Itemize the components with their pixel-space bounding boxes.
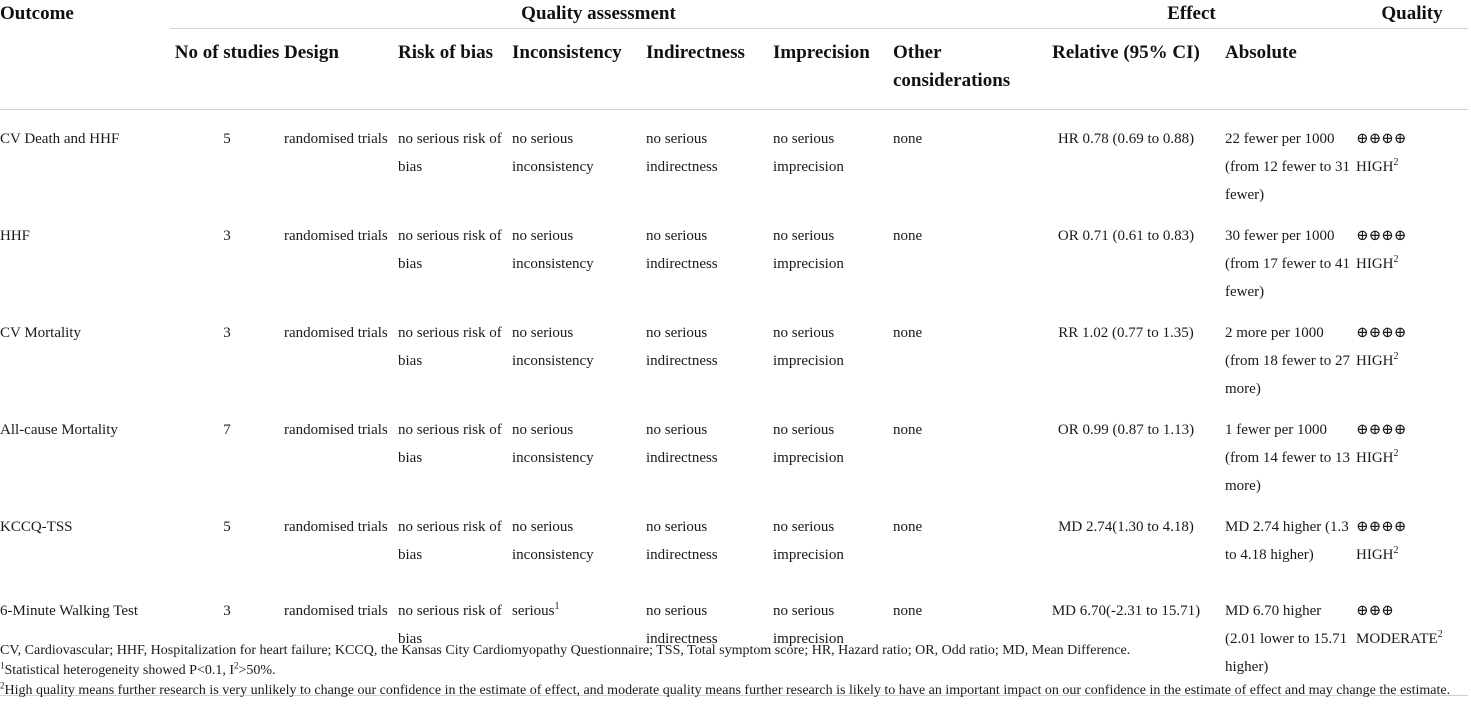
cell-studies-text: 3	[223, 325, 231, 341]
cell-studies	[170, 403, 284, 500]
table-row	[0, 110, 1468, 210]
quality-footnote-marker: 2	[1393, 157, 1399, 168]
quality-footnote-marker: 2	[1393, 545, 1399, 556]
cell-indirectness-text: no serious indirectness	[646, 519, 718, 563]
cell-absolute-text: MD 6.70 higher (2.01 lower to 15.71 higher)	[1225, 603, 1348, 675]
cell-absolute	[1225, 500, 1356, 584]
cell-risk-of-bias	[398, 110, 512, 210]
cell-inconsistency	[512, 500, 646, 584]
cell-indirectness-text: no serious indirectness	[646, 603, 718, 647]
cell-design-text: randomised trials	[284, 325, 388, 341]
quality-footnote-marker: 2	[1393, 254, 1399, 265]
cell-absolute-text: 1 fewer per 1000 (from 14 fewer to 13 more)	[1225, 422, 1350, 494]
cell-indirectness-text: no serious indirectness	[646, 325, 718, 369]
cell-design-text: randomised trials	[284, 422, 388, 438]
footnote-1-text-b: >50%.	[238, 663, 276, 678]
cell-imprecision-text: no serious imprecision	[773, 131, 844, 175]
cell-risk-of-bias-text: no serious risk of bias	[398, 228, 502, 272]
cell-outcome	[0, 306, 170, 403]
cell-relative-text: RR 1.02 (0.77 to 1.35)	[1058, 325, 1194, 341]
header-quality: Quality	[1356, 0, 1468, 29]
cell-risk-of-bias-text: no serious risk of bias	[398, 422, 502, 466]
table-row	[0, 403, 1468, 500]
cell-indirectness	[646, 500, 773, 584]
cell-outcome	[0, 500, 170, 584]
header-indirectness: Indirectness	[646, 42, 745, 63]
cell-absolute	[1225, 209, 1356, 306]
quality-symbols: ⊕⊕⊕	[1356, 603, 1394, 619]
footnote-2	[0, 681, 1468, 701]
quality-symbols: ⊕⊕⊕⊕	[1356, 325, 1407, 341]
cell-risk-of-bias	[398, 403, 512, 500]
header-quality-spacer	[1356, 29, 1468, 110]
cell-other-considerations	[893, 500, 1027, 584]
cell-studies	[170, 110, 284, 210]
cell-inconsistency-text: no serious inconsistency	[512, 422, 594, 466]
cell-design	[284, 500, 398, 584]
cell-risk-of-bias	[398, 209, 512, 306]
cell-inconsistency	[512, 110, 646, 210]
quality-rating	[1356, 347, 1468, 375]
cell-imprecision-text: no serious imprecision	[773, 422, 844, 466]
quality-symbols: ⊕⊕⊕⊕	[1356, 519, 1407, 535]
cell-other-considerations	[893, 110, 1027, 210]
cell-absolute-text: 2 more per 1000 (from 18 fewer to 27 more)	[1225, 325, 1350, 397]
quality-footnote-marker: 2	[1437, 629, 1443, 640]
cell-relative-text: HR 0.78 (0.69 to 0.88)	[1057, 131, 1195, 147]
cell-design-text: randomised trials	[284, 131, 388, 147]
cell-imprecision	[773, 209, 893, 306]
cell-design	[284, 209, 398, 306]
quality-rating-label: HIGH	[1356, 450, 1394, 466]
footnote-abbreviations: CV, Cardiovascular; HHF, Hospitalization for heart failure; KCCQ, the Kansas City Cardiomyopathy Questionnaire; TSS, Total symptom score; HR, Hazard ratio; OR, Odd ratio; MD, Mean Difference.	[0, 643, 1131, 658]
cell-studies	[170, 500, 284, 584]
cell-relative-text: OR 0.71 (0.61 to 0.83)	[1057, 228, 1195, 244]
quality-rating	[1356, 250, 1468, 278]
cell-absolute	[1225, 403, 1356, 500]
quality-footnote-marker: 2	[1393, 448, 1399, 459]
cell-imprecision	[773, 306, 893, 403]
cell-outcome-text: KCCQ-TSS	[0, 519, 73, 535]
cell-inconsistency-text: serious	[512, 603, 555, 619]
cell-imprecision	[773, 403, 893, 500]
cell-studies-text: 5	[223, 519, 231, 535]
header-quality-assessment: Quality assessment	[170, 0, 1027, 29]
header-group-row	[0, 0, 1468, 29]
cell-indirectness	[646, 110, 773, 210]
cell-indirectness-text: no serious indirectness	[646, 228, 718, 272]
cell-inconsistency	[512, 403, 646, 500]
cell-inconsistency-footnote-marker: 1	[554, 601, 560, 612]
header-effect: Effect	[1027, 0, 1356, 29]
cell-design	[284, 110, 398, 210]
footnote-2-text: High quality means further research is very unlikely to change our confidence in the estimate of effect, and moderate quality means further research is likely to have an important impact on our confidence in the estimate of effect and may change the estimate.	[4, 683, 1451, 698]
cell-outcome-text: HHF	[0, 228, 31, 244]
cell-other-considerations	[893, 209, 1027, 306]
header-design: Design	[284, 42, 339, 63]
table-row	[0, 209, 1468, 306]
quality-footnote-marker: 2	[1393, 351, 1399, 362]
table-row	[0, 306, 1468, 403]
quality-rating-label: HIGH	[1356, 159, 1394, 175]
header-column-row	[0, 29, 1468, 110]
cell-other-considerations-text: none	[893, 228, 923, 244]
footnote-1-text-sup: 2	[234, 660, 239, 671]
cell-quality	[1356, 110, 1468, 210]
header-inconsistency: Inconsistency	[512, 42, 622, 63]
cell-quality	[1356, 306, 1468, 403]
quality-symbols: ⊕⊕⊕⊕	[1356, 422, 1407, 438]
cell-other-considerations-text: none	[893, 131, 923, 147]
cell-outcome-text: CV Mortality	[0, 325, 81, 341]
cell-outcome	[0, 209, 170, 306]
cell-quality	[1356, 209, 1468, 306]
cell-inconsistency	[512, 209, 646, 306]
header-risk-of-bias: Risk of bias	[398, 42, 494, 63]
cell-absolute-text: 30 fewer per 1000 (from 17 fewer to 41 fewer)	[1225, 228, 1350, 300]
quality-rating-label: MODERATE	[1356, 631, 1438, 647]
cell-studies-text: 3	[223, 228, 231, 244]
cell-studies	[170, 209, 284, 306]
cell-imprecision-text: no serious imprecision	[773, 519, 844, 563]
quality-rating	[1356, 153, 1468, 181]
cell-outcome	[0, 110, 170, 210]
cell-absolute-text: MD 2.74 higher (1.3 to 4.18 higher)	[1225, 519, 1349, 563]
cell-other-considerations	[893, 306, 1027, 403]
cell-design	[284, 306, 398, 403]
cell-inconsistency-text: no serious inconsistency	[512, 519, 594, 563]
cell-inconsistency-text: no serious inconsistency	[512, 325, 594, 369]
cell-relative-text: MD 6.70(-2.31 to 15.71)	[1051, 603, 1201, 619]
cell-relative-text: OR 0.99 (0.87 to 1.13)	[1057, 422, 1195, 438]
header-relative: Relative (95% CI)	[1052, 42, 1200, 63]
header-no-of-studies: No of studies	[174, 42, 280, 63]
cell-imprecision-text: no serious imprecision	[773, 228, 844, 272]
cell-other-considerations-text: none	[893, 325, 923, 341]
cell-other-considerations-text: none	[893, 519, 923, 535]
quality-symbols: ⊕⊕⊕⊕	[1356, 131, 1407, 147]
cell-design	[284, 403, 398, 500]
cell-risk-of-bias-text: no serious risk of bias	[398, 519, 502, 563]
cell-absolute-text: 22 fewer per 1000 (from 12 fewer to 31 fewer)	[1225, 131, 1350, 203]
cell-other-considerations	[893, 403, 1027, 500]
cell-imprecision-text: no serious imprecision	[773, 325, 844, 369]
header-other-considerations: Other considerations	[893, 42, 1011, 91]
cell-outcome-text: CV Death and HHF	[0, 131, 120, 147]
cell-design-text: randomised trials	[284, 228, 388, 244]
cell-quality	[1356, 403, 1468, 500]
quality-rating	[1356, 444, 1468, 472]
cell-indirectness-text: no serious indirectness	[646, 422, 718, 466]
cell-inconsistency-text: no serious inconsistency	[512, 228, 594, 272]
cell-indirectness	[646, 403, 773, 500]
cell-relative	[1027, 500, 1225, 584]
table-body	[0, 110, 1468, 696]
cell-absolute	[1225, 110, 1356, 210]
header-outcome: Outcome	[0, 3, 74, 24]
cell-outcome	[0, 403, 170, 500]
cell-relative	[1027, 403, 1225, 500]
table-footnotes	[0, 641, 1468, 701]
quality-symbols: ⊕⊕⊕⊕	[1356, 228, 1407, 244]
header-imprecision: Imprecision	[773, 42, 870, 63]
cell-relative	[1027, 306, 1225, 403]
cell-risk-of-bias-text: no serious risk of bias	[398, 325, 502, 369]
cell-imprecision	[773, 500, 893, 584]
quality-rating-label: HIGH	[1356, 256, 1394, 272]
cell-inconsistency	[512, 306, 646, 403]
cell-quality	[1356, 500, 1468, 584]
cell-studies-text: 7	[223, 422, 231, 438]
cell-outcome-text: All-cause Mortality	[0, 422, 118, 438]
cell-absolute	[1225, 306, 1356, 403]
quality-rating-label: HIGH	[1356, 547, 1394, 563]
cell-relative	[1027, 110, 1225, 210]
cell-indirectness	[646, 209, 773, 306]
cell-design-text: randomised trials	[284, 603, 388, 619]
cell-risk-of-bias-text: no serious risk of bias	[398, 131, 502, 175]
table-row	[0, 500, 1468, 584]
cell-indirectness	[646, 306, 773, 403]
footnote-1-marker: 1	[0, 660, 5, 671]
cell-design-text: randomised trials	[284, 519, 388, 535]
cell-risk-of-bias	[398, 500, 512, 584]
cell-other-considerations-text: none	[893, 603, 923, 619]
cell-outcome-text: 6-Minute Walking Test	[0, 603, 139, 619]
cell-risk-of-bias-text: no serious risk of bias	[398, 603, 502, 647]
cell-imprecision	[773, 110, 893, 210]
cell-studies-text: 3	[223, 603, 231, 619]
cell-studies	[170, 306, 284, 403]
cell-other-considerations-text: none	[893, 422, 923, 438]
cell-relative	[1027, 209, 1225, 306]
header-outcome-spacer	[0, 29, 170, 110]
cell-indirectness-text: no serious indirectness	[646, 131, 718, 175]
cell-relative-text: MD 2.74(1.30 to 4.18)	[1058, 519, 1194, 535]
cell-inconsistency-text: no serious inconsistency	[512, 131, 594, 175]
cell-studies-text: 5	[223, 131, 231, 147]
quality-rating-label: HIGH	[1356, 353, 1394, 369]
quality-rating	[1356, 541, 1468, 569]
header-absolute: Absolute	[1225, 42, 1297, 63]
cell-imprecision-text: no serious imprecision	[773, 603, 844, 647]
cell-risk-of-bias	[398, 306, 512, 403]
footnote-2-marker: 2	[0, 680, 5, 691]
footnote-1	[0, 661, 1468, 681]
footnote-1-text-a: Statistical heterogeneity showed P<0.1, I	[4, 663, 235, 678]
